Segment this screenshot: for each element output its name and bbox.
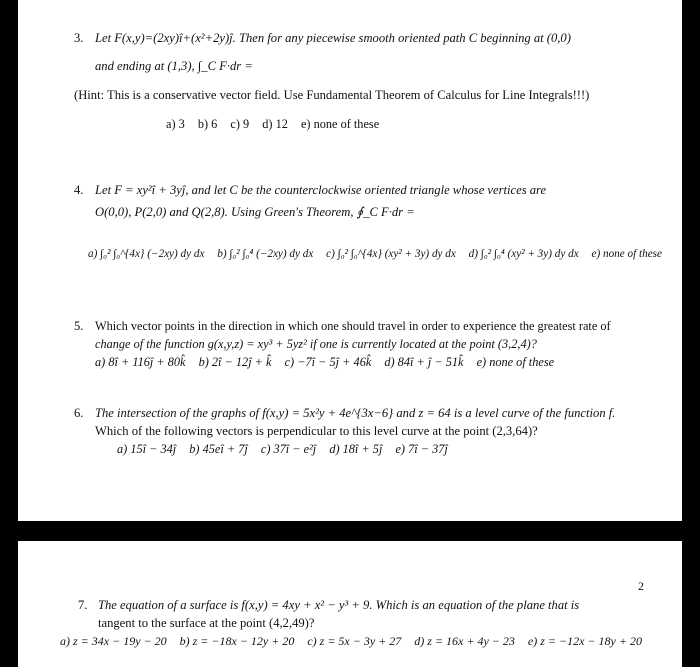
option-e[interactable]: e) none of these bbox=[300, 117, 380, 131]
question-text-line: change of the function g(x,y,z) = xy³ + 5yz² if one is currently located at the point (3,2,4)? bbox=[95, 337, 537, 351]
option-a[interactable]: a) ∫₀² ∫₀^{4x} (−2xy) dy dx bbox=[88, 248, 205, 260]
worksheet-page-1 bbox=[18, 0, 682, 521]
question-text-line: The intersection of the graphs of f(x,y) = 5x²y + 4e^{3x−6} and z = 64 is a level curve of the function f. bbox=[95, 406, 616, 420]
worksheet-page-2 bbox=[18, 541, 682, 667]
answer-options bbox=[95, 355, 564, 370]
option-e[interactable]: e) none of these bbox=[476, 355, 555, 369]
question-text-line: tangent to the surface at the point (4,2,49)? bbox=[98, 616, 315, 630]
option-c[interactable]: c) 37î − e²ĵ bbox=[260, 442, 317, 456]
option-c[interactable]: c) −7î − 5ĵ + 46k̂ bbox=[284, 355, 372, 369]
option-c[interactable]: c) ∫₀² ∫₀^{4x} (xy² + 3y) dy dx bbox=[326, 248, 456, 260]
answer-options bbox=[88, 247, 672, 262]
hint-text: (Hint: This is a conservative vector field. Use Fundamental Theorem of Calculus for Line Integrals!!!) bbox=[74, 88, 590, 102]
question-text-line: and ending at (1,3), ∫_C F·dr = bbox=[95, 59, 253, 73]
question-text-line: The equation of a surface is f(x,y) = 4xy + x² − y³ + 9. Which is an equation of the plane that is bbox=[98, 598, 580, 612]
option-c[interactable]: c) z = 5x − 3y + 27 bbox=[307, 634, 402, 648]
answer-options bbox=[117, 442, 458, 457]
option-a[interactable]: a) z = 34x − 19y − 20 bbox=[60, 634, 167, 648]
option-b[interactable]: b) ∫₀² ∫₀⁴ (−2xy) dy dx bbox=[217, 248, 314, 260]
question-text-line: Which vector points in the direction in which one should travel in order to experience the greatest rate of bbox=[95, 319, 611, 333]
option-e[interactable]: e) z = −12x − 18y + 20 bbox=[527, 634, 642, 648]
option-a[interactable]: a) 15î − 34ĵ bbox=[117, 442, 177, 456]
option-d[interactable]: d) ∫₀² ∫₀⁴ (xy² + 3y) dy dx bbox=[468, 248, 579, 260]
option-d[interactable]: d) 12 bbox=[262, 117, 288, 131]
option-a[interactable]: a) 3 bbox=[166, 117, 185, 131]
question-text-line: O(0,0), P(2,0) and Q(2,8). Using Green's Theorem, ∮_C F·dr = bbox=[95, 205, 415, 219]
question-text-line: Which of the following vectors is perpendicular to this level curve at the point (2,3,64)? bbox=[95, 424, 538, 438]
option-b[interactable]: b) 6 bbox=[197, 117, 218, 131]
question-number: 4. bbox=[74, 183, 84, 197]
option-b[interactable]: b) 45eî + 7ĵ bbox=[189, 442, 248, 456]
question-number: 6. bbox=[74, 406, 84, 420]
question-number: 3. bbox=[74, 31, 84, 45]
question-text-line: Let F = xy²î + 3yĵ, and let C be the counterclockwise oriented triangle whose vertices are bbox=[95, 183, 547, 197]
answer-options bbox=[166, 117, 389, 132]
question-number: 7. bbox=[78, 598, 88, 612]
option-d[interactable]: d) 84î + ĵ − 51k̂ bbox=[384, 355, 464, 369]
option-d[interactable]: d) 18î + 5ĵ bbox=[329, 442, 383, 456]
question-number: 5. bbox=[74, 319, 84, 333]
question-text-line: Let F(x,y)=(2xy)î+(x²+2y)ĵ. Then for any piecewise smooth oriented path C beginning at (0,0) bbox=[95, 31, 571, 45]
answer-options bbox=[60, 634, 642, 649]
option-d[interactable]: d) z = 16x + 4y − 23 bbox=[414, 634, 515, 648]
option-b[interactable]: b) z = −18x − 12y + 20 bbox=[179, 634, 295, 648]
option-c[interactable]: c) 9 bbox=[230, 117, 250, 131]
option-e[interactable]: e) none of these bbox=[591, 248, 663, 260]
page-number: 2 bbox=[638, 579, 644, 593]
option-a[interactable]: a) 8î + 116ĵ + 80k̂ bbox=[95, 355, 186, 369]
option-b[interactable]: b) 2î − 12ĵ + k̂ bbox=[198, 355, 272, 369]
option-e[interactable]: e) 7î − 37ĵ bbox=[395, 442, 448, 456]
